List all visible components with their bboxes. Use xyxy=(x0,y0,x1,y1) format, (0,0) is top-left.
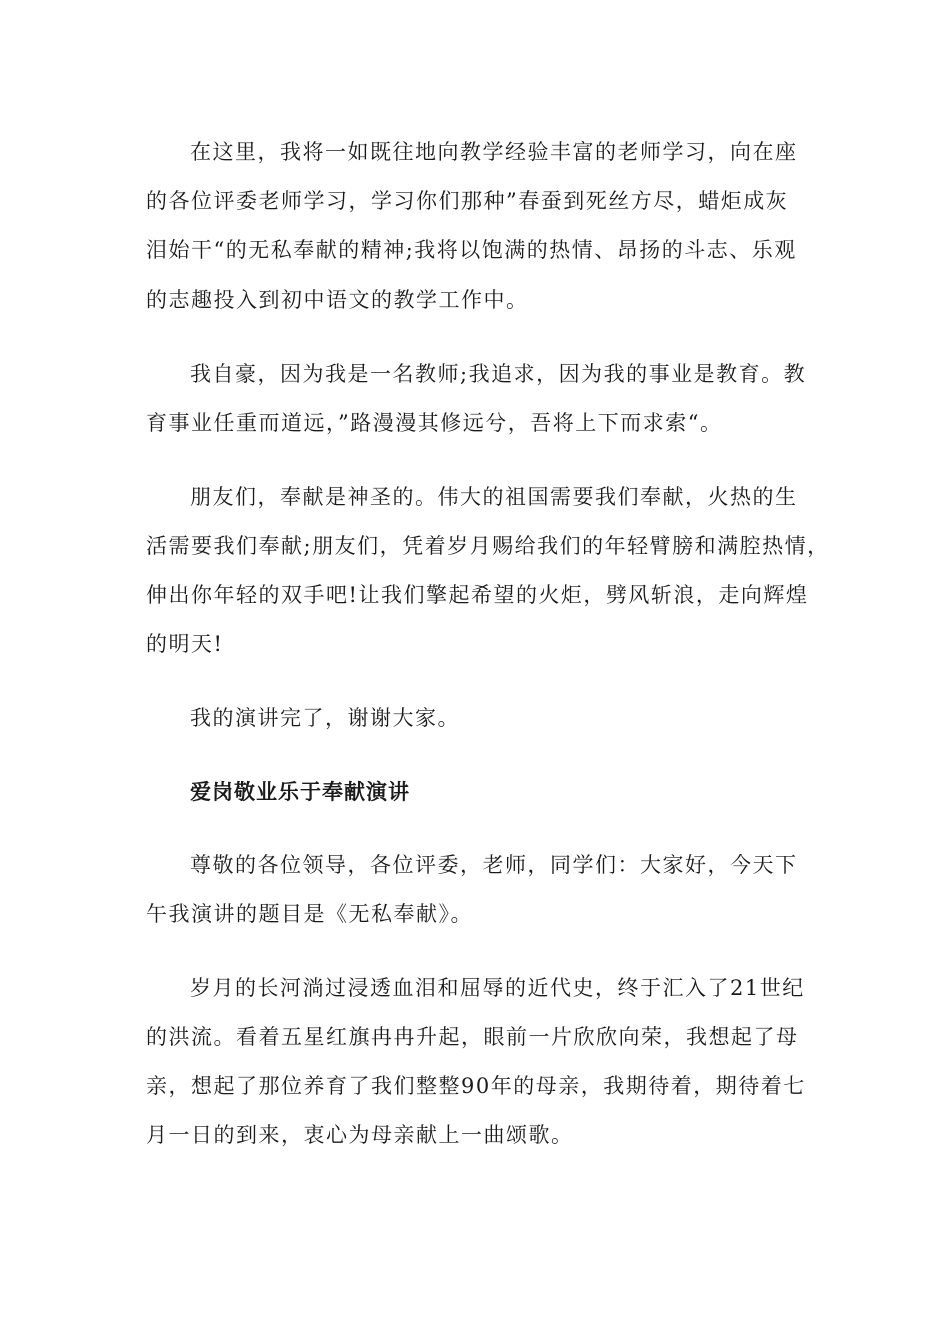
paragraph-3-line-2: 活需要我们奉献;朋友们，凭着岁月赐给我们的年轻臂膀和满腔热情， xyxy=(146,534,830,558)
paragraph-4-line-1: 我的演讲完了，谢谢大家。 xyxy=(190,706,460,730)
paragraph-1-line-2: 的各位评委老师学习，学习你们那种”春蚕到死丝方尽，蜡炬成灰 xyxy=(146,189,789,213)
paragraph-1-line-3: 泪始干“的无私奉献的精神;我将以饱满的热情、昂扬的斗志、乐观 xyxy=(146,238,797,262)
section-paragraph-2-line-2: 的洪流。看着五星红旗冉冉升起，眼前一片欣欣向荣，我想起了母 xyxy=(146,1025,799,1049)
section-paragraph-1-line-1: 尊敬的各位领导，各位评委，老师，同学们：大家好，今天下 xyxy=(190,853,798,877)
paragraph-1-line-4: 的志趣投入到初中语文的教学工作中。 xyxy=(146,288,529,312)
section-title: 爱岗敬业乐于奉献演讲 xyxy=(190,780,410,804)
section-paragraph-2-line-3: 亲，想起了那位养育了我们整整90年的母亲，我期待着，期待着七 xyxy=(146,1074,806,1098)
paragraph-3-line-4: 的明天! xyxy=(146,632,224,656)
section-paragraph-1-line-2: 午我演讲的题目是《无私奉献》。 xyxy=(146,902,473,926)
paragraph-3-line-1: 朋友们，奉献是神圣的。伟大的祖国需要我们奉献，火热的生 xyxy=(190,485,798,509)
paragraph-2-line-2: 育事业任重而道远，”路漫漫其修远兮，吾将上下而求索“。 xyxy=(146,411,723,435)
section-paragraph-2-line-4: 月一日的到来，衷心为母亲献上一曲颂歌。 xyxy=(146,1123,574,1147)
section-paragraph-2-line-1: 岁月的长河淌过浸透血泪和屈辱的近代史，终于汇入了21世纪 xyxy=(190,976,805,1000)
paragraph-3-line-3: 伸出你年轻的双手吧!让我们擎起希望的火炬，劈风斩浪，走向辉煌 xyxy=(146,583,809,607)
paragraph-2-line-1: 我自豪，因为我是一名教师;我追求，因为我的事业是教育。教 xyxy=(190,362,807,386)
paragraph-1-line-1: 在这里，我将一如既往地向教学经验丰富的老师学习，向在座 xyxy=(190,140,798,164)
